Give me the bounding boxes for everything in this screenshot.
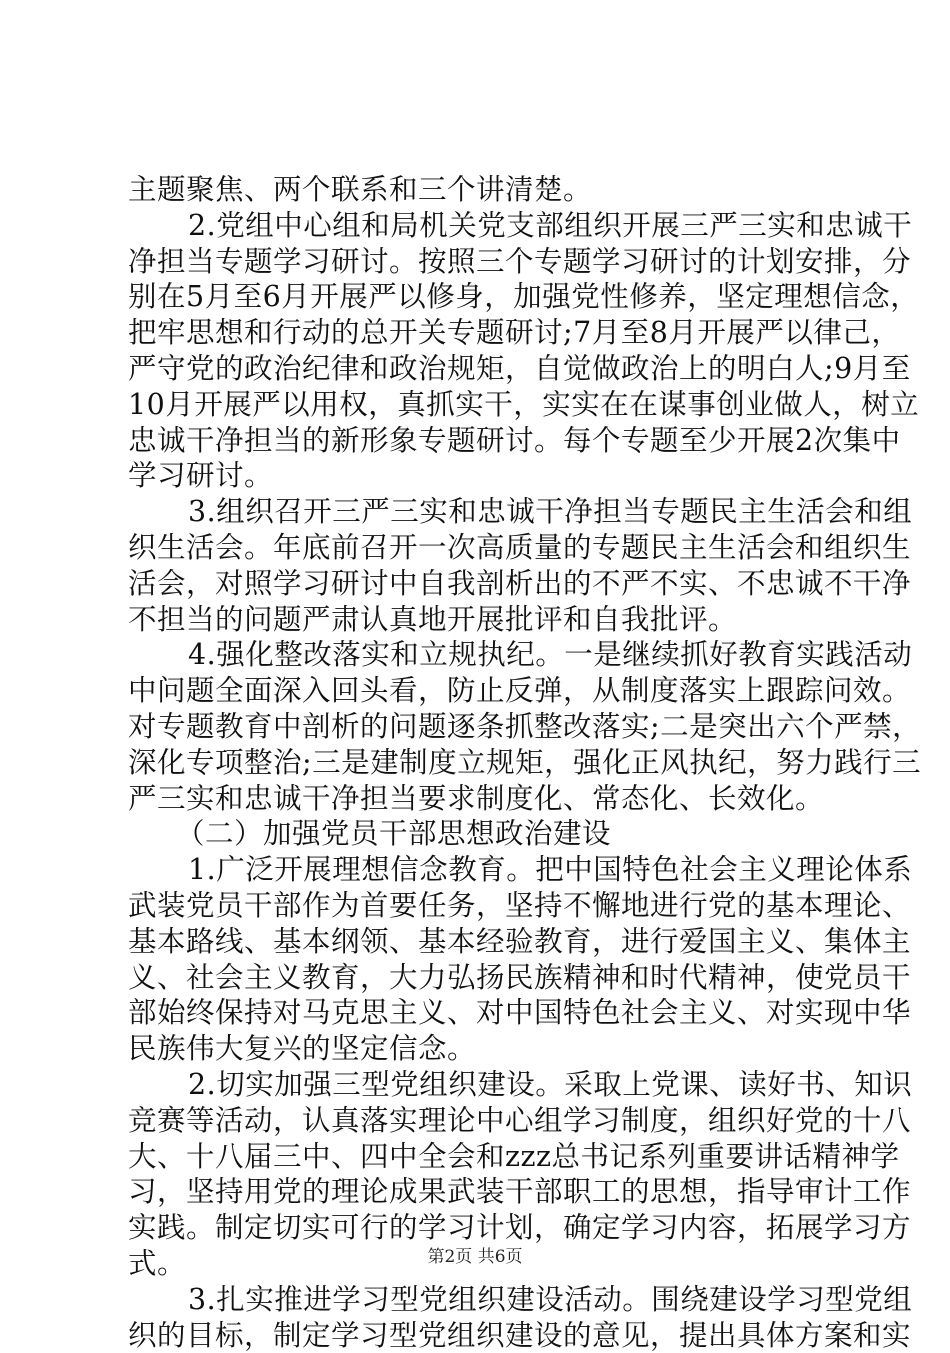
text-line: 义、社会主义教育，大力弘扬民族精神和时代精神，使党员干 xyxy=(128,960,828,996)
text-line: 民族伟大复兴的坚定信念。 xyxy=(128,1031,828,1067)
text-line: 织的目标，制定学习型党组织建设的意见，提出具体方案和实 xyxy=(128,1318,828,1353)
text-line: 10月开展严以用权，真抓实干，实实在在谋事创业做人，树立 xyxy=(128,387,828,423)
text-line: 中问题全面深入回头看，防止反弹，从制度落实上跟踪问效。 xyxy=(128,673,828,709)
text-line: 织生活会。年底前召开一次高质量的专题民主生活会和组织生 xyxy=(128,530,828,566)
text-line: 习，坚持用党的理论成果武装干部职工的思想，指导审计工作 xyxy=(128,1174,828,1210)
text-line: 学习研讨。 xyxy=(128,458,828,494)
section-heading: （二）加强党员干部思想政治建设 xyxy=(128,816,828,852)
text-line: 严三实和忠诚干净担当要求制度化、常态化、长效化。 xyxy=(128,781,828,817)
text-line: 大、十八届三中、四中全会和zzz总书记系列重要讲话精神学 xyxy=(128,1139,828,1175)
text-line: 武装党员干部作为首要任务，坚持不懈地进行党的基本理论、 xyxy=(128,888,828,924)
text-line: 主题聚焦、两个联系和三个讲清楚。 xyxy=(128,172,828,208)
text-line: 3.组织召开三严三实和忠诚干净担当专题民主生活会和组 xyxy=(128,494,828,530)
text-line: 竞赛等活动，认真落实理论中心组学习制度，组织好党的十八 xyxy=(128,1103,828,1139)
text-line: 1.广泛开展理想信念教育。把中国特色社会主义理论体系 xyxy=(128,852,828,888)
text-line: 2.切实加强三型党组织建设。采取上党课、读好书、知识 xyxy=(128,1067,828,1103)
text-line: 严守党的政治纪律和政治规矩，自觉做政治上的明白人;9月至 xyxy=(128,351,828,387)
page-number-footer: 第2页 共6页 xyxy=(0,1242,950,1267)
text-line: 忠诚干净担当的新形象专题研讨。每个专题至少开展2次集中 xyxy=(128,423,828,459)
text-line: 部始终保持对马克思主义、对中国特色社会主义、对实现中华 xyxy=(128,995,828,1031)
text-line: 别在5月至6月开展严以修身，加强党性修养，坚定理想信念， xyxy=(128,279,828,315)
text-line: 活会，对照学习研讨中自我剖析出的不严不实、不忠诚不干净 xyxy=(128,566,828,602)
text-line: 实践。制定切实可行的学习计划，确定学习内容，拓展学习方 xyxy=(128,1210,828,1246)
document-body xyxy=(128,172,828,1353)
text-line: 对专题教育中剖析的问题逐条抓整改落实;二是突出六个严禁， xyxy=(128,709,828,745)
text-line: 3.扎实推进学习型党组织建设活动。围绕建设学习型党组 xyxy=(128,1282,828,1318)
text-line: 基本路线、基本纲领、基本经验教育，进行爱国主义、集体主 xyxy=(128,924,828,960)
text-line: 净担当专题学习研讨。按照三个专题学习研讨的计划安排，分 xyxy=(128,244,828,280)
text-line: 不担当的问题严肃认真地开展批评和自我批评。 xyxy=(128,602,828,638)
text-line: 深化专项整治;三是建制度立规矩，强化正风执纪，努力践行三 xyxy=(128,745,828,781)
text-line: 式。 xyxy=(128,1246,828,1282)
text-line: 2.党组中心组和局机关党支部组织开展三严三实和忠诚干 xyxy=(128,208,828,244)
text-line: 4.强化整改落实和立规执纪。一是继续抓好教育实践活动 xyxy=(128,637,828,673)
text-line: 把牢思想和行动的总开关专题研讨;7月至8月开展严以律己， xyxy=(128,315,828,351)
